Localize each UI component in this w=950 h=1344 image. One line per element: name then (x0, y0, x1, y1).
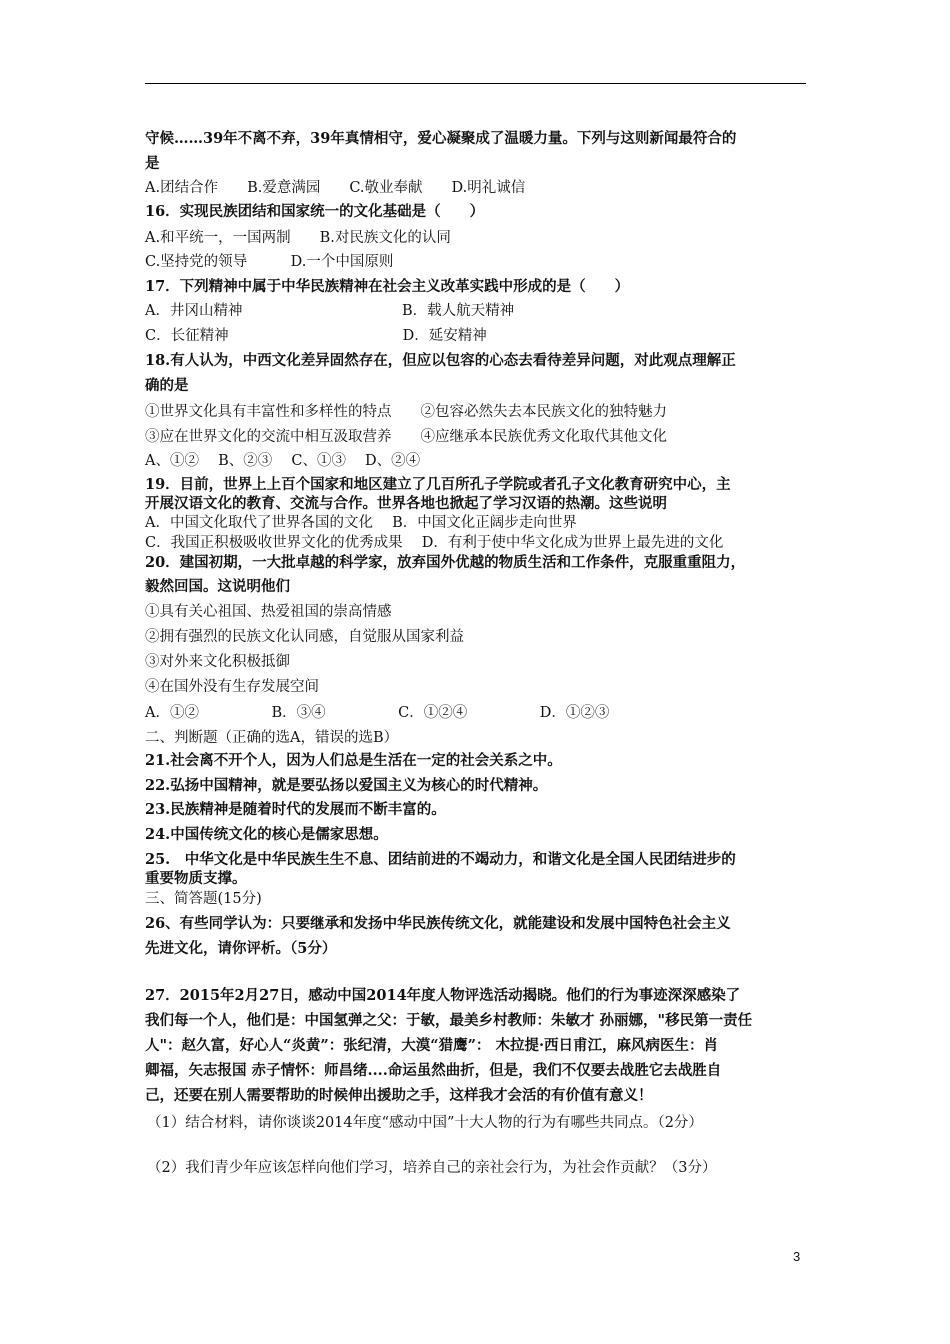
text-line: 21.社会离不开个人，因为人们总是生活在一定的社会关系之中。 (145, 752, 562, 769)
text-line: 先进文化，请你评析。（5分） (145, 940, 337, 957)
text-line: ②拥有强烈的民族文化认同感，自觉服从国家利益 (145, 629, 464, 645)
text-line: 卿福，矢志报国 赤子情怀：师昌绪....命运虽然曲折，但是，我们不仅要去战胜它去战胜自 (145, 1062, 722, 1079)
text-line: 三、简答题(15分) (145, 891, 262, 907)
text-line: A.和平统一，一国两制 B.对民族文化的认同 (145, 230, 451, 246)
text-line: 我们每一个人，他们是：中国氢弹之父：于敏，最美乡村教师：朱敏才 孙丽娜，"移民第一责任 (145, 1012, 753, 1029)
text-line: （2）我们青少年应该怎样向他们学习，培养自己的亲社会行为，为社会作贡献？（3分） (147, 1160, 717, 1176)
text-line: 23.民族精神是随着时代的发展而不断丰富的。 (145, 801, 446, 818)
text-line: C．长征精神 D．延安精神 (145, 328, 487, 344)
text-line: 确的是 (145, 377, 189, 394)
text-line: ①具有关心祖国、热爱祖国的崇高情感 (145, 604, 392, 620)
text-line: ①世界文化具有丰富性和多样性的特点 ②包容必然失去本民族文化的独特魅力 (145, 404, 667, 420)
text-line: （1）结合材料，请你谈谈2014年度“感动中国”十大人物的行为有哪些共同点。（2分） (147, 1115, 703, 1131)
text-line: 26、有些同学认为：只要继承和发扬中华民族传统文化，就能建设和发展中国特色社会主义 (145, 915, 731, 932)
text-line: ③对外来文化积极抵御 (145, 654, 290, 670)
text-line: A．①② B．③④ C．①②④ D．①②③ (145, 705, 610, 721)
text-line: 重要物质支撑。 (145, 870, 247, 887)
text-line: 人"：赵久富，好心人“炎黄”：张纪清，大漠“猎鹰”： 木拉提·西日甫江，麻风病医生：肖 (145, 1037, 719, 1054)
text-line: ③应在世界文化的交流中相互汲取营养 ④应继承本民族优秀文化取代其他文化 (145, 429, 667, 445)
text-line: 20．建国初期，一大批卓越的科学家，放弃国外优越的物质生活和工作条件，克服重重阻力， (145, 554, 746, 571)
text-line: ④在国外没有生存发展空间 (145, 679, 319, 695)
text-line: 27．2015年2月27日，感动中国2014年度人物评选活动揭晓。他们的行为事迹深深感染了 (145, 987, 741, 1004)
header-rule (145, 83, 806, 84)
text-line: 开展汉语文化的教育、交流与合作。世界各地也掀起了学习汉语的热潮。这些说明 (145, 495, 667, 512)
text-line: 是 (145, 155, 160, 172)
text-line: 16．实现民族团结和国家统一的文化基础是（ ） (145, 203, 485, 220)
text-line: 19．目前，世界上上百个国家和地区建立了几百所孔子学院或者孔子文化教育研究中心，主 (145, 476, 731, 493)
text-line: 22.弘扬中国精神，就是要弘扬以爱国主义为核心的时代精神。 (145, 777, 548, 794)
text-line: C.坚持党的领导 D.一个中国原则 (145, 254, 394, 270)
text-line: A.团结合作 B.爱意满园 C.敬业奉献 D.明礼诚信 (145, 180, 526, 196)
text-line: 己，还要在别人需要帮助的时候伸出援助之手，这样我才会活的有价值有意义！ (145, 1087, 653, 1104)
text-line: A、①② B、②③ C、①③ D、②④ (145, 453, 421, 469)
text-line: A．井冈山精神 B．载人航天精神 (145, 303, 515, 319)
text-line: 25. 中华文化是中华民族生生不息、团结前进的不竭动力，和谐文化是全国人民团结进步的 (145, 851, 736, 868)
text-line: 18.有人认为，中西文化差异固然存在，但应以包容的心态去看待差异问题，对此观点理解正 (145, 352, 736, 369)
text-line: 毅然回国。这说明他们 (145, 578, 290, 595)
text-line: 24.中国传统文化的核心是儒家思想。 (145, 826, 388, 843)
text-line: 二、判断题（正确的选A，错误的选B） (145, 730, 399, 746)
text-line: 守候……39年不离不弃，39年真情相守，爱心凝聚成了温暖力量。下列与这则新闻最符合的 (145, 130, 737, 147)
text-line: C．我国正积极吸收世界文化的优秀成果 D．有利于使中华文化成为世界上最先进的文化 (145, 535, 724, 551)
page-number: 3 (793, 1249, 801, 1264)
text-line: 17．下列精神中属于中华民族精神在社会主义改革实践中形成的是（ ） (145, 278, 630, 295)
text-line: A．中国文化取代了世界各国的文化 B．中国文化正阔步走向世界 (145, 515, 577, 531)
